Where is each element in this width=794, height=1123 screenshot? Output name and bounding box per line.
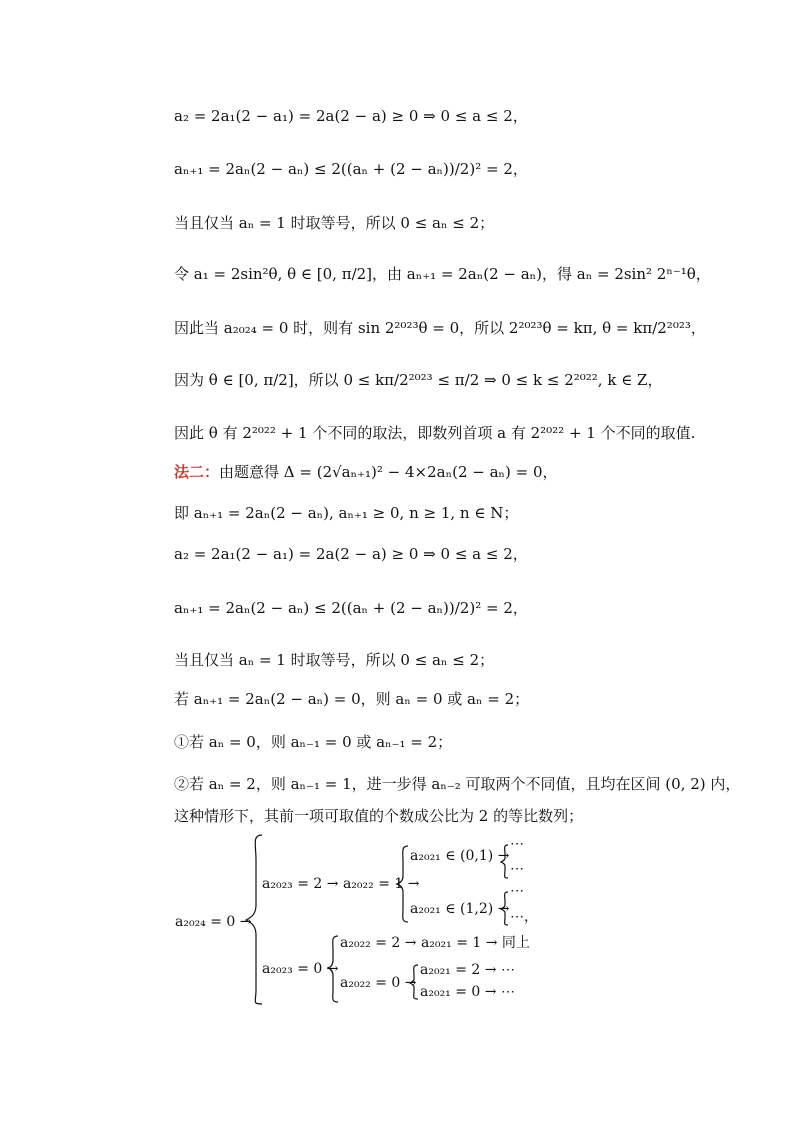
- math-text: 由题意得 Δ = (2√aₙ₊₁)² − 4×2aₙ(2 − aₙ) = 0，: [219, 463, 558, 481]
- ellipsis: ⋯: [510, 883, 524, 899]
- math-text: 若 aₙ₊₁ = 2aₙ(2 − aₙ) = 0，则 aₙ = 0 或 aₙ = 2；: [174, 690, 530, 708]
- ellipsis: ⋯: [510, 836, 524, 852]
- tree-upper-node: a₂₀₂₃ = 2 → a₂₀₂₂ = 1 →: [262, 876, 420, 892]
- math-text: 当且仅当 aₙ = 1 时取等号，所以 0 ≤ aₙ ≤ 2；: [174, 651, 495, 669]
- math-text: 因此当 a₂₀₂₄ = 0 时，则有 sin 2²⁰²³θ = 0，所以 2²⁰²³θ = kπ, θ = kπ/2²⁰²³，: [174, 319, 706, 337]
- tree-lower-b2: a₂₀₂₁ = 0 → ⋯: [420, 984, 515, 1000]
- math-text: 即 aₙ₊₁ = 2aₙ(2 − aₙ), aₙ₊₁ ≥ 0, n ≥ 1, n ∈ N；: [174, 504, 519, 522]
- ellipsis: ⋯: [510, 861, 524, 877]
- tree-lower-b1: a₂₀₂₁ = 2 → ⋯: [420, 962, 515, 978]
- math-text: ①若 aₙ = 0，则 aₙ₋₁ = 0 或 aₙ₋₁ = 2；: [174, 733, 453, 751]
- method-two-label: 法二：: [174, 463, 220, 481]
- math-text: 这种情形下，其前一项可取值的个数成公比为 2 的等比数列；: [174, 807, 584, 825]
- tree-lower-node: a₂₀₂₃ = 0 →: [262, 961, 339, 977]
- math-text: ②若 aₙ = 2，则 aₙ₋₁ = 1，进一步得 aₙ₋₂ 可取两个不同值，且均在区间 (0, 2) 内，: [174, 775, 741, 793]
- math-text: a₂ = 2a₁(2 − a₁) = 2a(2 − a) ≥ 0 ⇒ 0 ≤ a ≤ 2，: [174, 545, 528, 563]
- tree-upper-b: a₂₀₂₁ ∈ (1,2) →: [410, 901, 510, 917]
- tree-root: a₂₀₂₄ = 0 →: [175, 914, 252, 930]
- tree-lower-a: a₂₀₂₂ = 2 → a₂₀₂₁ = 1 → 同上: [340, 935, 530, 951]
- math-text: 因为 θ ∈ [0, π/2]，所以 0 ≤ kπ/2²⁰²³ ≤ π/2 ⇒ 0 ≤ k ≤ 2²⁰²², k ∈ Z，: [174, 371, 663, 389]
- ellipsis: ⋯，: [510, 909, 538, 925]
- math-text: 当且仅当 aₙ = 1 时取等号，所以 0 ≤ aₙ ≤ 2；: [174, 214, 495, 232]
- math-text: a₂ = 2a₁(2 − a₁) = 2a(2 − a) ≥ 0 ⇒ 0 ≤ a ≤ 2，: [174, 107, 528, 125]
- math-text: 因此 θ 有 2²⁰²² + 1 个不同的取法，即数列首项 a 有 2²⁰²² + 1 个不同的取值.: [174, 424, 696, 442]
- math-text: aₙ₊₁ = 2aₙ(2 − aₙ) ≤ 2((aₙ + (2 − aₙ))/2)² = 2，: [174, 599, 528, 617]
- math-text: aₙ₊₁ = 2aₙ(2 − aₙ) ≤ 2((aₙ + (2 − aₙ))/2)² = 2，: [174, 160, 528, 178]
- tree-upper-a: a₂₀₂₁ ∈ (0,1) →: [410, 848, 510, 864]
- math-text: 令 a₁ = 2sin²θ, θ ∈ [0, π/2]，由 aₙ₊₁ = 2aₙ(2 − aₙ)，得 aₙ = 2sin² 2ⁿ⁻¹θ，: [174, 265, 711, 283]
- tree-lower-b: a₂₀₂₂ = 0 →: [340, 975, 417, 991]
